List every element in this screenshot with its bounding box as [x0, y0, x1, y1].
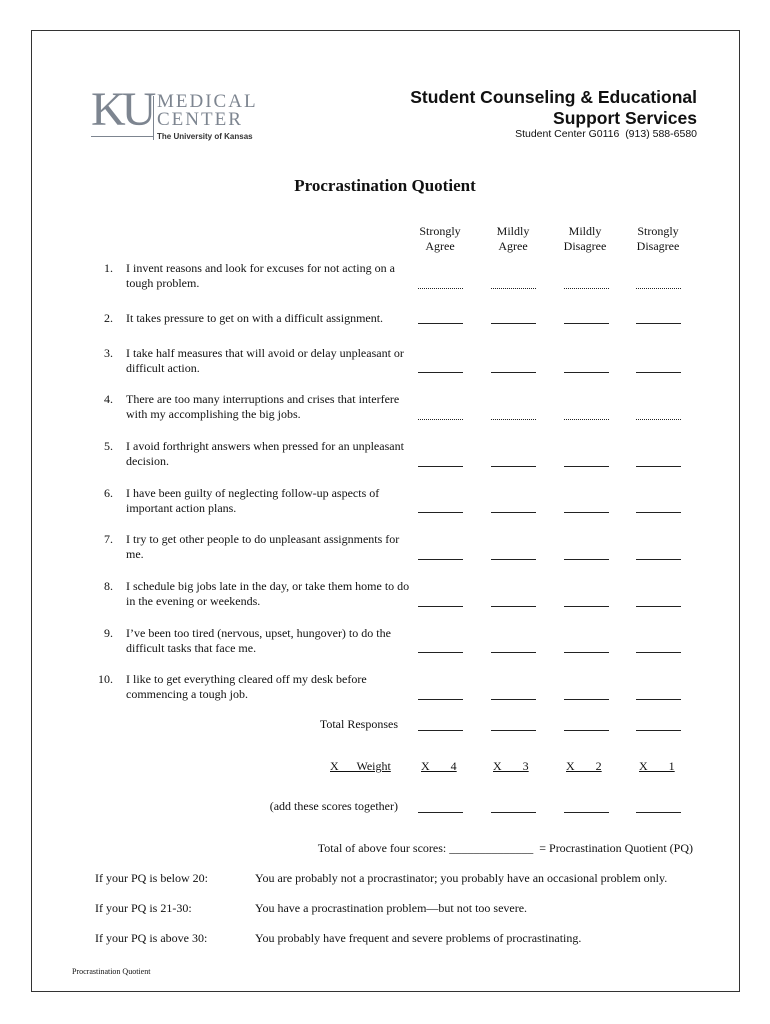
weight-label: X Weight	[330, 759, 391, 773]
answer-blank[interactable]	[418, 466, 463, 467]
answer-blank[interactable]	[636, 512, 681, 513]
answer-blank[interactable]	[418, 699, 463, 700]
item-number: 7.	[104, 532, 113, 546]
org-line-2: Support Services	[553, 108, 697, 128]
weight-strongly-disagree: X 1	[639, 759, 675, 773]
pq-condition-above-30: If your PQ is above 30:	[95, 931, 208, 945]
answer-blank[interactable]	[418, 606, 463, 607]
answer-blank[interactable]	[418, 372, 463, 373]
answer-blank[interactable]	[491, 419, 536, 420]
item-text: I try to get other people to do unpleasant assignments for me.	[126, 532, 400, 561]
item-number: 3.	[104, 346, 113, 360]
column-header-line: Strongly	[637, 224, 679, 238]
answer-blank[interactable]	[491, 323, 536, 324]
total-response-blank[interactable]	[564, 730, 609, 731]
answer-blank[interactable]	[418, 652, 463, 653]
score-blank[interactable]	[636, 812, 681, 813]
answer-blank[interactable]	[491, 559, 536, 560]
item-text: I like to get everything cleared off my desk before commencing a tough job.	[126, 672, 367, 701]
logo-divider	[153, 96, 154, 140]
answer-blank[interactable]	[636, 372, 681, 373]
item-number: 5.	[104, 439, 113, 453]
answer-blank[interactable]	[491, 372, 536, 373]
add-scores-label: (add these scores together)	[269, 799, 398, 813]
column-header-mildly-agree	[481, 224, 545, 254]
column-header-line: Strongly	[419, 224, 461, 238]
item-number: 1.	[104, 261, 113, 275]
weight-mildly-agree: X 3	[493, 759, 529, 773]
answer-blank[interactable]	[636, 323, 681, 324]
answer-blank[interactable]	[491, 466, 536, 467]
page-title: Procrastination Quotient	[294, 176, 476, 195]
answer-blank[interactable]	[564, 559, 609, 560]
item-text: I invent reasons and look for excuses for not acting on a tough problem.	[126, 261, 395, 290]
answer-blank[interactable]	[564, 466, 609, 467]
page-footer: Procrastination Quotient	[72, 967, 151, 976]
answer-blank[interactable]	[491, 288, 536, 289]
answer-blank[interactable]	[564, 288, 609, 289]
answer-blank[interactable]	[564, 512, 609, 513]
total-response-blank[interactable]	[636, 730, 681, 731]
column-header-line: Disagree	[636, 239, 680, 253]
item-number: 10.	[98, 672, 113, 686]
item-text: I schedule big jobs late in the day, or take them home to do in the evening or weekends.	[126, 579, 410, 608]
answer-blank[interactable]	[418, 512, 463, 513]
answer-blank[interactable]	[564, 652, 609, 653]
answer-blank[interactable]	[491, 606, 536, 607]
item-number: 6.	[104, 486, 113, 500]
column-header-strongly-disagree	[626, 224, 690, 254]
column-header-line: Agree	[425, 239, 455, 253]
item-text: It takes pressure to get on with a difficult assignment.	[126, 311, 384, 325]
organization-name	[410, 87, 697, 129]
answer-blank[interactable]	[418, 559, 463, 560]
answer-blank[interactable]	[491, 512, 536, 513]
item-text: I take half measures that will avoid or delay unpleasant or difficult action.	[126, 346, 404, 375]
ku-medical-center-logo	[91, 83, 266, 146]
item-text: There are too many interruptions and crises that interfere with my accomplishing the big jobs.	[126, 392, 400, 421]
total-response-blank[interactable]	[418, 730, 463, 731]
answer-blank[interactable]	[636, 606, 681, 607]
logo-line-center: CENTER	[157, 109, 243, 130]
item-number: 2.	[104, 311, 113, 325]
total-response-blank[interactable]	[491, 730, 536, 731]
pq-total-line: Total of above four scores: ______________ = Procrastination Quotient (PQ)	[317, 841, 693, 855]
column-header-line: Disagree	[563, 239, 607, 253]
pq-result-below-20: You are probably not a procrastinator; you probably have an occasional problem only.	[255, 871, 668, 885]
logo-line-medical: MEDICAL	[157, 91, 258, 112]
answer-blank[interactable]	[564, 372, 609, 373]
answer-blank[interactable]	[636, 288, 681, 289]
score-blank[interactable]	[491, 812, 536, 813]
answer-blank[interactable]	[564, 419, 609, 420]
item-number: 4.	[104, 392, 113, 406]
logo-subtitle: The University of Kansas	[157, 132, 253, 141]
answer-blank[interactable]	[564, 699, 609, 700]
column-header-line: Mildly	[568, 224, 602, 238]
weight-mildly-disagree: X 2	[566, 759, 602, 773]
pq-result-above-30: You probably have frequent and severe problems of procrastinating.	[255, 931, 582, 945]
column-header-line: Mildly	[496, 224, 530, 238]
column-header-mildly-disagree	[553, 224, 617, 254]
item-number: 9.	[104, 626, 113, 640]
item-text: I’ve been too tired (nervous, upset, hungover) to do the difficult tasks that face me.	[126, 626, 391, 655]
item-number: 8.	[104, 579, 113, 593]
answer-blank[interactable]	[491, 652, 536, 653]
item-text: I have been guilty of neglecting follow-up aspects of important action plans.	[126, 486, 380, 515]
contact-info: Student Center G0116 (913) 588-6580	[515, 128, 697, 140]
answer-blank[interactable]	[564, 323, 609, 324]
answer-blank[interactable]	[636, 652, 681, 653]
pq-condition-21-30: If your PQ is 21-30:	[95, 901, 192, 915]
answer-blank[interactable]	[636, 466, 681, 467]
weight-strongly-agree: X 4	[421, 759, 457, 773]
logo-mark: KU	[91, 83, 153, 136]
score-blank[interactable]	[564, 812, 609, 813]
org-line-1: Student Counseling & Educational	[410, 87, 697, 107]
answer-blank[interactable]	[636, 559, 681, 560]
answer-blank[interactable]	[418, 323, 463, 324]
answer-blank[interactable]	[418, 288, 463, 289]
total-responses-label: Total Responses	[319, 717, 398, 731]
logo-underline	[91, 136, 153, 137]
item-text: I avoid forthright answers when pressed for an unpleasant decision.	[126, 439, 404, 468]
score-blank[interactable]	[418, 812, 463, 813]
column-header-strongly-agree	[408, 224, 472, 254]
answer-blank[interactable]	[636, 419, 681, 420]
answer-blank[interactable]	[491, 699, 536, 700]
pq-result-21-30: You have a procrastination problem—but not too severe.	[255, 901, 528, 915]
answer-blank[interactable]	[636, 699, 681, 700]
column-header-line: Agree	[498, 239, 528, 253]
answer-blank[interactable]	[418, 419, 463, 420]
pq-condition-below-20: If your PQ is below 20:	[95, 871, 208, 885]
answer-blank[interactable]	[564, 606, 609, 607]
